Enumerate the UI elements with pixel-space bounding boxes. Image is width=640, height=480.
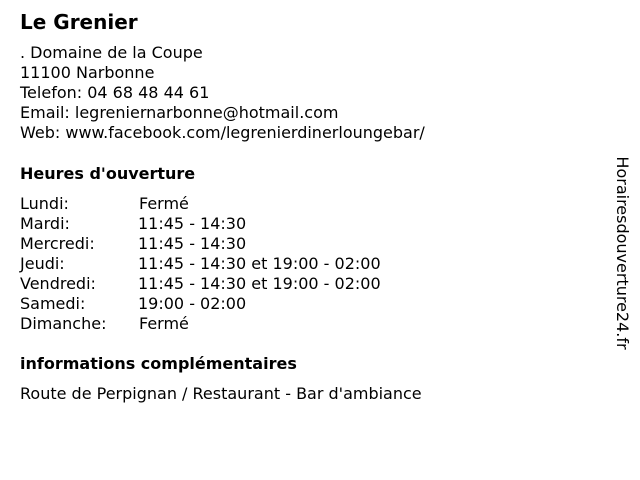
hours-value: 11:45 - 14:30 bbox=[138, 234, 247, 253]
hours-row-saturday bbox=[20, 294, 381, 314]
additional-info-heading: informations complémentaires bbox=[20, 354, 297, 373]
hours-value: 11:45 - 14:30 bbox=[138, 214, 247, 233]
hours-value: Fermé bbox=[139, 314, 189, 333]
site-logo: Horairesdouverture24.fr bbox=[613, 156, 632, 350]
hours-row-wednesday bbox=[20, 234, 381, 254]
hours-row-thursday bbox=[20, 254, 381, 274]
website-url: Web: www.facebook.com/legrenierdinerloungebar/ bbox=[20, 123, 425, 142]
business-name: Le Grenier bbox=[20, 10, 138, 34]
email-address: Email: legreniernarbonne@hotmail.com bbox=[20, 103, 339, 122]
day-label: Jeudi: bbox=[20, 254, 65, 273]
day-label: Mercredi: bbox=[20, 234, 95, 253]
contact-details bbox=[20, 43, 425, 143]
hours-value: 11:45 - 14:30 et 19:00 - 02:00 bbox=[138, 254, 381, 273]
hours-row-monday bbox=[20, 194, 381, 214]
hours-row-friday bbox=[20, 274, 381, 294]
day-label: Vendredi: bbox=[20, 274, 96, 293]
additional-info-text: Route de Perpignan / Restaurant - Bar d'ambiance bbox=[20, 384, 422, 403]
address-street: . Domaine de la Coupe bbox=[20, 43, 203, 62]
hours-value: 19:00 - 02:00 bbox=[138, 294, 247, 313]
address-city: 11100 Narbonne bbox=[20, 63, 155, 82]
opening-hours-list bbox=[20, 194, 381, 334]
phone-number: Telefon: 04 68 48 44 61 bbox=[20, 83, 210, 102]
opening-hours-heading: Heures d'ouverture bbox=[20, 164, 196, 183]
hours-row-tuesday bbox=[20, 214, 381, 234]
day-label: Samedi: bbox=[20, 294, 86, 313]
hours-value: Fermé bbox=[139, 194, 189, 213]
hours-row-sunday bbox=[20, 314, 381, 334]
day-label: Mardi: bbox=[20, 214, 70, 233]
hours-value: 11:45 - 14:30 et 19:00 - 02:00 bbox=[138, 274, 381, 293]
day-label: Lundi: bbox=[20, 194, 69, 213]
day-label: Dimanche: bbox=[20, 314, 107, 333]
